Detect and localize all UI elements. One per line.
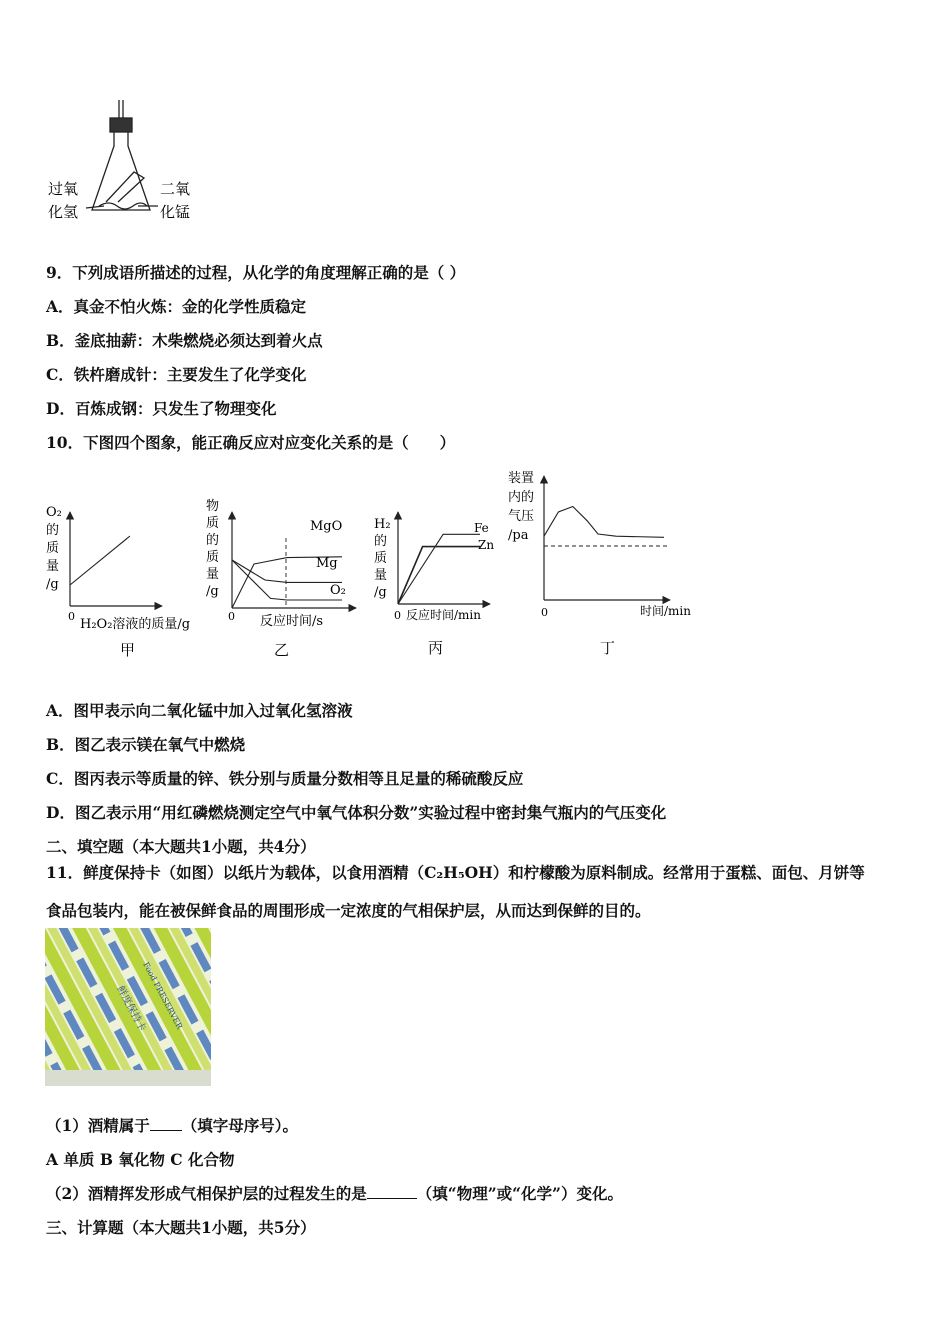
yi-ylabel <box>206 498 219 599</box>
ylabel-line: 内的 <box>508 490 535 505</box>
freshness-card-image <box>45 928 211 1086</box>
bing-xlabel: 反应时间/min <box>406 608 481 622</box>
jia-title: 甲 <box>120 641 136 659</box>
ylabel-line: /g <box>206 584 219 599</box>
jia-origin: 0 <box>68 610 75 623</box>
q11-sub2-pre: （2）酒精挥发形成气相保护层的过程发生的是 <box>46 1184 367 1203</box>
q11-sub1 <box>46 1114 298 1136</box>
ylabel-line: 装置 <box>508 471 535 486</box>
ylabel-line: 质 <box>46 541 60 556</box>
bing-fe-line <box>398 534 480 604</box>
q11-sub2-post: （填“物理”或“化学”）变化。 <box>416 1184 623 1203</box>
q10-stem: 10．下图四个图象，能正确反应对应变化关系的是（ ） <box>46 433 456 452</box>
q10-option-c: C．图丙表示等质量的锌、铁分别与质量分数相等且足量的稀硫酸反应 <box>46 769 524 788</box>
ylabel-line: 质 <box>374 551 388 566</box>
section2-heading: 二、填空题（本大题共1小题，共4分） <box>46 837 316 856</box>
chart-jia <box>46 505 190 659</box>
flask-label-4: 化锰 <box>160 203 191 221</box>
answer-blank-1[interactable] <box>150 1116 182 1131</box>
q10-option-a: A．图甲表示向二氧化锰中加入过氧化氢溶液 <box>46 701 353 720</box>
ylabel-line: 量 <box>46 559 60 574</box>
ylabel-line: 质 <box>206 550 220 565</box>
answer-blank-2[interactable] <box>367 1184 417 1199</box>
bing-title: 丙 <box>428 639 444 657</box>
ding-title: 丁 <box>600 639 616 657</box>
card-text-en: Food PRESERVER <box>141 960 185 1031</box>
ylabel-line: /g <box>374 585 387 600</box>
jia-o2-line <box>70 536 130 585</box>
q9-option-d: D．百炼成钢：只发生了物理变化 <box>46 399 277 418</box>
bing-zn-label: Zn <box>478 538 495 552</box>
q11-sub1-pre: （1）酒精属于 <box>46 1116 150 1135</box>
ylabel-line: H₂ <box>374 517 391 532</box>
yi-xlabel: 反应时间/s <box>260 614 324 629</box>
ylabel-line: 的 <box>46 523 60 538</box>
q11-sub2 <box>46 1182 623 1204</box>
q11-options: A 单质 B 氧化物 C 化合物 <box>46 1150 235 1169</box>
ding-xlabel: 时间/min <box>640 604 691 618</box>
flask-figure <box>44 98 204 226</box>
q9-option-b: B．釜底抽薪：木柴燃烧必须达到着火点 <box>46 331 323 350</box>
ylabel-line: 的 <box>374 534 388 549</box>
q10-charts <box>40 462 720 672</box>
yi-o2-label: O₂ <box>330 583 346 598</box>
ding-pressure-line <box>544 507 664 538</box>
bing-zn-line <box>398 547 480 604</box>
ylabel-line: 物 <box>206 499 220 514</box>
yi-origin: 0 <box>228 610 235 623</box>
ylabel-line: O₂ <box>46 505 62 520</box>
jia-ylabel <box>46 505 62 592</box>
q10-option-d: D．图乙表示用“用红磷燃烧测定空气中氧气体积分数”实验过程中密封集气瓶内的气压变化 <box>46 803 667 822</box>
ylabel-line: 量 <box>374 568 388 583</box>
ylabel-line: 的 <box>206 533 220 548</box>
q11-line1: 11．鲜度保持卡（如图）以纸片为载体，以食用酒精（C₂H₅OH）和柠檬酸为原料制成。经常用于蛋糕、面包、月饼等 <box>46 863 865 882</box>
ylabel-line: 量 <box>206 567 220 582</box>
flask-label-1: 过氧 <box>48 180 79 198</box>
chart-yi <box>206 498 356 659</box>
ylabel-line: 气压 <box>508 509 535 524</box>
q10-option-b: B．图乙表示镁在氧气中燃烧 <box>46 735 246 754</box>
q9-option-a: A．真金不怕火炼：金的化学性质稳定 <box>46 297 307 316</box>
ding-ylabel <box>508 470 534 543</box>
chart-ding <box>508 470 691 657</box>
ylabel-line: /g <box>46 577 59 592</box>
card-text-cn: 鲜度保持卡 <box>114 984 148 1034</box>
ylabel-line: /pa <box>508 528 529 543</box>
jia-xlabel: H₂O₂溶液的质量/g <box>80 617 191 632</box>
bing-ylabel <box>374 517 391 600</box>
chart-bing <box>374 512 494 657</box>
q9-option-c: C．铁杵磨成针：主要发生了化学变化 <box>46 365 307 384</box>
q9-stem: 9．下列成语所描述的过程，从化学的角度理解正确的是（ ） <box>46 263 466 282</box>
yi-title: 乙 <box>274 641 290 659</box>
flask-label-2: 化氢 <box>48 203 79 221</box>
yi-mgo-label: MgO <box>310 519 343 534</box>
bing-origin: 0 <box>394 609 401 622</box>
yi-mg-label: Mg <box>316 556 338 571</box>
bing-fe-label: Fe <box>474 521 489 535</box>
q11-sub1-post: （填字母序号）。 <box>181 1116 299 1135</box>
section3-heading: 三、计算题（本大题共1小题，共5分） <box>46 1218 316 1237</box>
q11-line2: 食品包装内，能在被保鲜食品的周围形成一定浓度的气相保护层，从而达到保鲜的目的。 <box>46 901 651 920</box>
ding-origin: 0 <box>541 606 548 619</box>
ylabel-line: 质 <box>206 516 220 531</box>
flask-label-3: 二氧 <box>160 180 191 198</box>
